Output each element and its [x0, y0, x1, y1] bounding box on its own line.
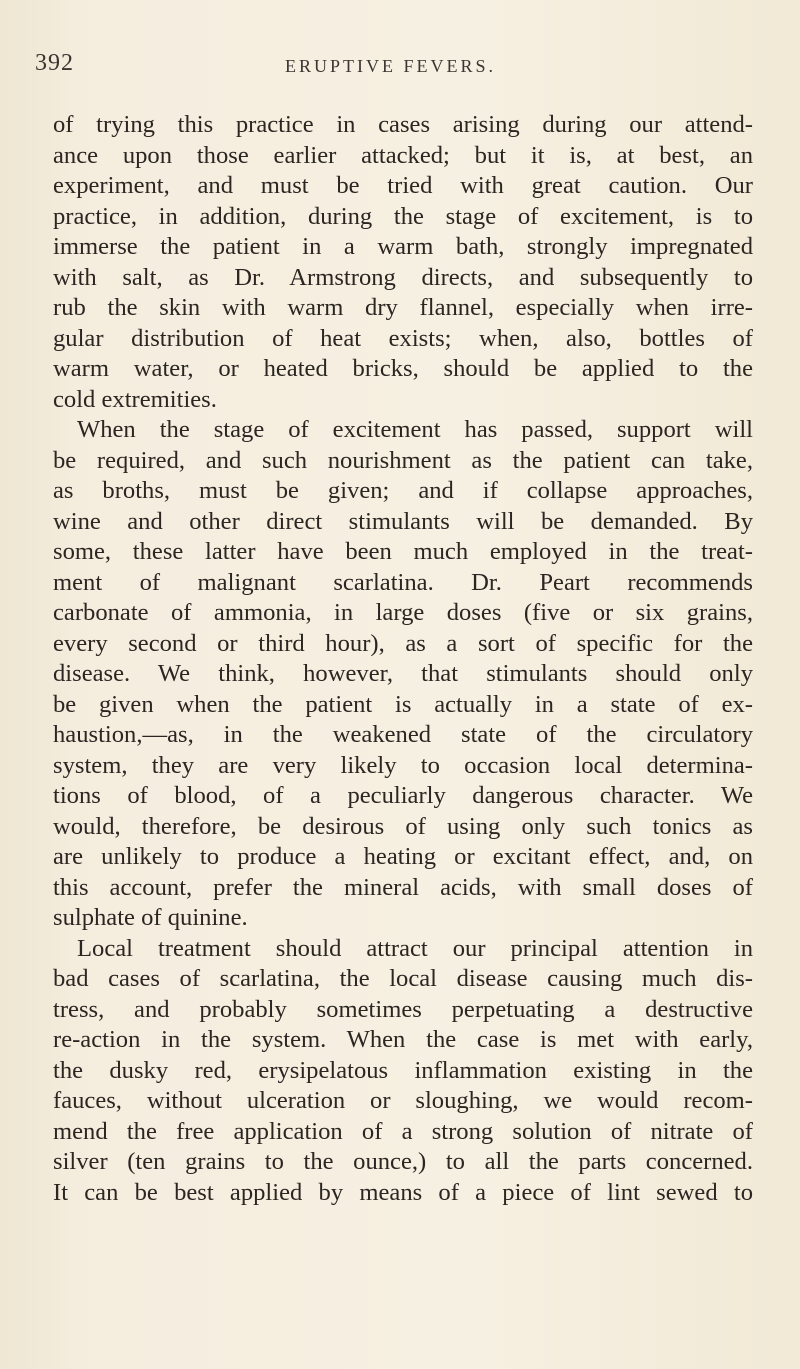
text-line: warm water, or heated bricks, should be applied to the [53, 355, 753, 382]
text-line: this account, prefer the mineral acids, with small doses of [53, 873, 753, 901]
text-line: mend the free application of a strong solution of nitrate of [53, 1117, 753, 1145]
text-line: cold extremities. [53, 385, 217, 413]
body-text [53, 110, 753, 1208]
text-line: tress, and probably sometimes perpetuating a destructive [53, 995, 753, 1023]
text-line: re-action in the system. When the case is met with early, [53, 1026, 753, 1053]
text-line: disease. We think, however, that stimulants should only [53, 660, 753, 687]
text-line: of trying this practice in cases arising during our attend- [53, 111, 753, 138]
paragraph [53, 934, 753, 1209]
running-head: ERUPTIVE FEVERS. [285, 56, 497, 76]
text-line: It can be best applied by means of a piece of lint sewed to [53, 1178, 753, 1206]
text-line: When the stage of excitement has passed, support will [77, 416, 753, 443]
text-line: wine and other direct stimulants will be demanded. By [53, 507, 753, 535]
text-line: with salt, as Dr. Armstrong directs, and subsequently to [53, 263, 753, 291]
page-header [35, 50, 765, 80]
text-line: some, these latter have been much employed in the treat- [53, 538, 753, 565]
text-line: would, therefore, be desirous of using only such tonics as [53, 812, 753, 840]
text-line: Local treatment should attract our principal attention in [77, 934, 753, 962]
text-line: be required, and such nourishment as the patient can take, [53, 446, 753, 474]
text-line: bad cases of scarlatina, the local disease causing much dis- [53, 965, 753, 992]
text-line: haustion,—as, in the weakened state of the circulatory [53, 721, 753, 748]
text-line: be given when the patient is actually in a state of ex- [53, 690, 753, 718]
text-line: as broths, must be given; and if collapse approaches, [53, 477, 753, 504]
text-line: fauces, without ulceration or sloughing, we would recom- [53, 1087, 753, 1114]
paragraph [53, 415, 753, 934]
text-line: ment of malignant scarlatina. Dr. Peart recommends [53, 568, 753, 596]
text-line: sulphate of quinine. [53, 904, 248, 931]
text-line: rub the skin with warm dry flannel, especially when irre- [53, 294, 753, 321]
text-line: practice, in addition, during the stage of excitement, is to [53, 202, 753, 230]
page-number: 392 [35, 50, 74, 76]
text-line: the dusky red, erysipelatous inflammation existing in the [53, 1056, 753, 1084]
paragraph [53, 110, 753, 415]
text-line: are unlikely to produce a heating or excitant effect, and, on [53, 843, 753, 870]
text-line: tions of blood, of a peculiarly dangerous character. We [53, 782, 753, 809]
text-line: silver (ten grains to the ounce,) to all the parts concerned. [53, 1148, 753, 1175]
text-line: immerse the patient in a warm bath, strongly impregnated [53, 233, 753, 260]
text-line: experiment, and must be tried with great caution. Our [53, 172, 753, 199]
text-line: carbonate of ammonia, in large doses (five or six grains, [53, 599, 753, 626]
text-line: system, they are very likely to occasion local determina- [53, 751, 753, 779]
text-line: ance upon those earlier attacked; but it is, at best, an [53, 141, 753, 169]
text-line: every second or third hour), as a sort of specific for the [53, 629, 753, 657]
text-line: gular distribution of heat exists; when, also, bottles of [53, 324, 753, 352]
